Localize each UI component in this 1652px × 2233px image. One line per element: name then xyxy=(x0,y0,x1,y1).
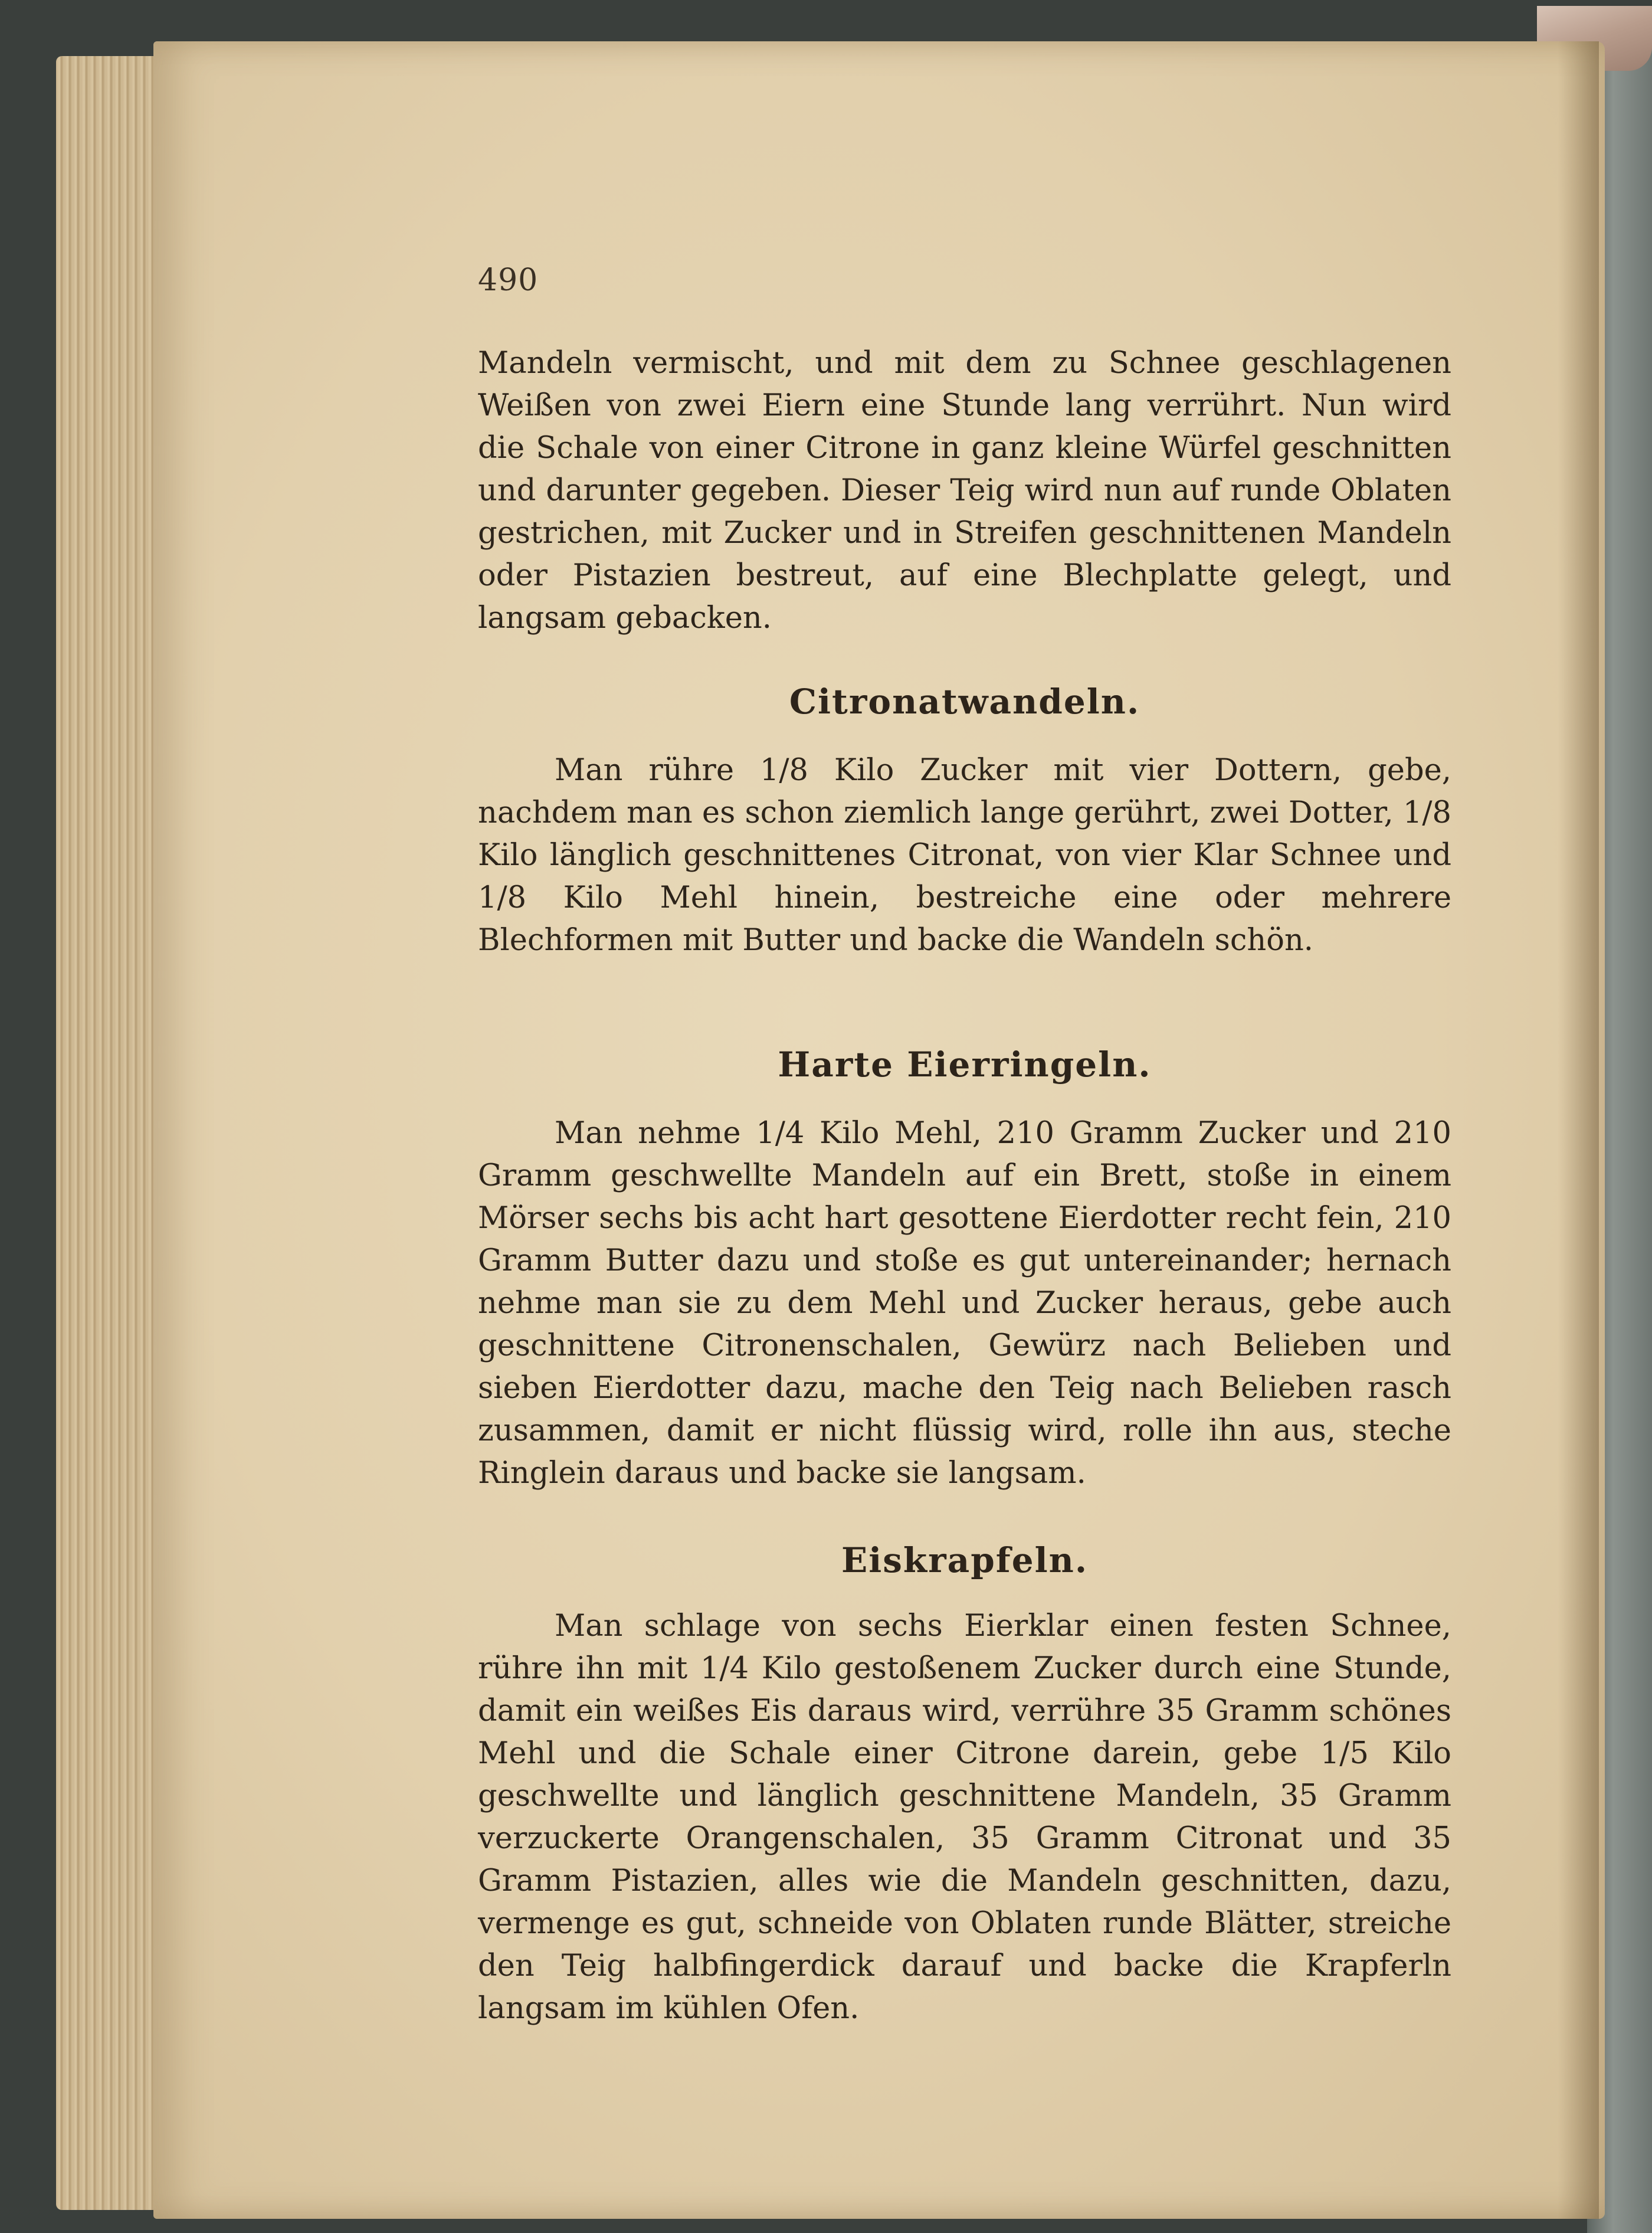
recipe-text-harte-eierringeln: Man nehme 1/4 Kilo Mehl, 210 Gramm Zucker und 210 Gramm geschwellte Mandeln auf ein Brett, stoße in einem Mörser sechs bis acht hart gesottene Eierdotter recht fein, 210 Gramm Butter dazu und stoße es gut untereinander; hernach nehme man sie zu dem Mehl und Zucker heraus, gebe auch geschnittene Citronenschalen, Gewürz nach Belieben und sieben Eierdotter dazu, mache den Teig nach Belieben rasch zusammen, damit er nicht flüssig wird, rolle ihn aus, steche Ringlein daraus und backe sie langsam. xyxy=(478,1116,1451,1491)
recipe-text-eiskrapfeln: Man schlage von sechs Eierklar einen festen Schnee, rühre ihn mit 1/4 Kilo gestoßenem Zucker durch eine Stunde, damit ein weißes Eis daraus wird, verrühre 35 Gramm schönes Mehl und die Schale einer Citrone darein, gebe 1/5 Kilo geschwellte und länglich geschnittene Mandeln, 35 Gramm verzuckerte Orangenschalen, 35 Gramm Citronat und 35 Gramm Pistazien, alles wie die Mandeln geschnitten, dazu, vermenge es gut, schneide von Oblaten runde Blätter, streiche den Teig halbfingerdick darauf und backe die Krapferln langsam im kühlen Ofen. xyxy=(478,1609,1451,2026)
page-gutter-shadow xyxy=(1558,41,1599,2219)
recipe-title-eiskrapfeln: Eiskrapfeln. xyxy=(841,1540,1089,1580)
page-number: 490 xyxy=(478,263,539,298)
intro-paragraph: Mandeln vermischt, und mit dem zu Schnee geschlagenen Weißen von zwei Eiern eine Stunde lang verrührt. Nun wird die Schale von einer Citrone in ganz kleine Würfel geschnitten und darunter gegeben. Dieser Teig wird nun auf runde Oblaten gestrichen, mit Zucker und in Streifen geschnittenen Mandeln oder Pistazien bestreut, auf eine Blechplatte gelegt, und langsam gebacken. xyxy=(478,346,1451,636)
recipe-title-harte-eierringeln: Harte Eierringeln. xyxy=(778,1045,1152,1085)
recipe-text-citronatwandeln: Man rühre 1/8 Kilo Zucker mit vier Dottern, gebe, nachdem man es schon ziemlich lange gerührt, zwei Dotter, 1/8 Kilo länglich geschnittenes Citronat, von vier Klar Schnee und 1/8 Kilo Mehl hinein, bestreiche eine oder mehrere Blechformen mit Butter und backe die Wandeln schön. xyxy=(478,753,1451,958)
recipe-title-citronatwandeln: Citronatwandeln. xyxy=(789,682,1140,722)
